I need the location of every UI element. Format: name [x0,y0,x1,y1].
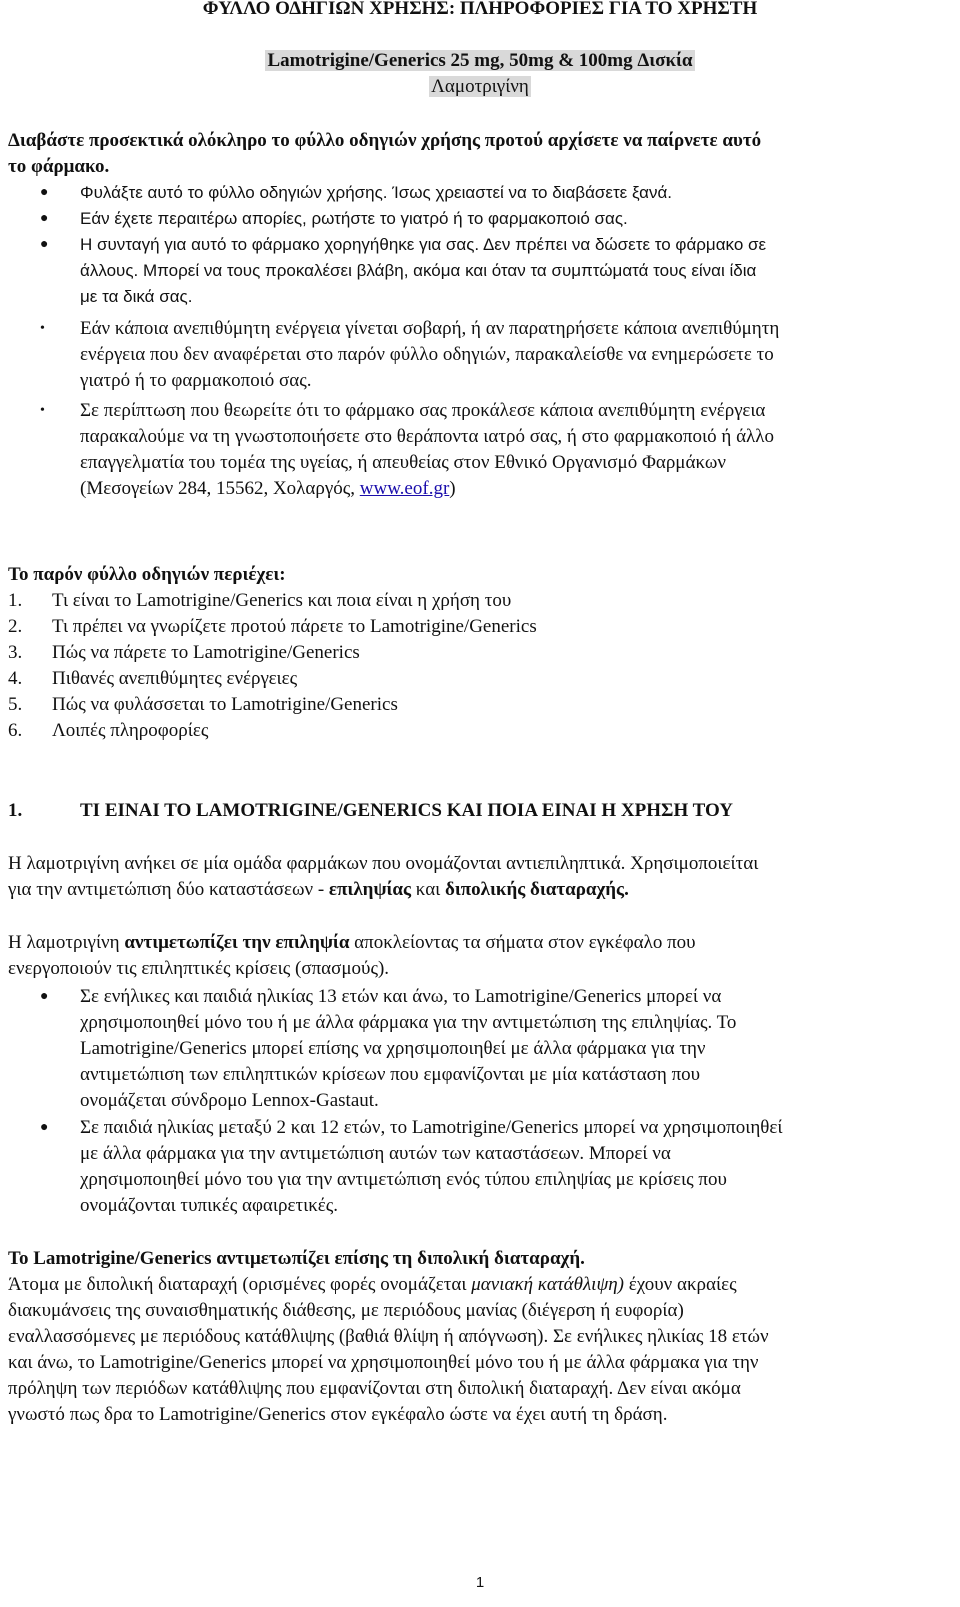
intro-bullet-4-line-2: ενέργεια που δεν αναφέρεται στο παρόν φύλλο οδηγιών, παρακαλείσθε να ενημερώσετε το [80,344,774,365]
bipolar-heading: Το Lamotrigine/Generics αντιμετωπίζει επίσης τη διπολική διαταραχή. [8,1248,585,1269]
intro-bullet-3-line-1: Η συνταγή για αυτό το φάρμακο χορηγήθηκε για σας. Δεν πρέπει να δώσετε το φάρμακο σε [80,235,767,254]
substance-name: Λαμοτριγίνη [431,76,529,97]
epilepsy-bullet-2-line-4: ονομάζονται τυπικές αφαιρετικές. [80,1195,339,1216]
bullet-icon: • [40,403,45,418]
bipolar-para-line-1 [8,1272,737,1298]
text-run: και [411,879,446,900]
address-text: (Μεσογείων 284, 15562, Χολαργός, [80,478,360,499]
intro-bullet-2: Εάν έχετε περαιτέρω απορίες, ρωτήστε το γιατρό ή το φαρμακοποιό σας. [80,209,628,228]
text-run: αποκλείοντας τα σήματα στον εγκέφαλο που [349,932,696,953]
text-run: για την αντιμετώπιση δύο καταστάσεων - [8,879,329,900]
text-run: Άτομα με διπολική διαταραχή (ορισμένες φορές ονομάζεται [8,1274,472,1295]
toc-item-text: Πιθανές ανεπιθύμητες ενέργειες [52,668,298,689]
product-name: Lamotrigine/Generics 25 mg, 50mg & 100mg Δισκία [267,50,693,71]
page-number: 1 [475,1574,485,1591]
toc-item-number: 6. [8,720,23,741]
italic-term: μανιακή κατάθλιψη) [471,1274,625,1295]
intro-bullet-1: Φυλάξτε αυτό το φύλλο οδηγιών χρήσης. Ίσως χρειαστεί να το διαβάσετε ξανά. [80,183,673,202]
epilepsy-bullet-2-line-2: με άλλα φάρμακα για την αντιμετώπιση αυτών των καταστάσεων. Μπορεί να [80,1143,671,1164]
toc-item [8,718,208,744]
intro-instruction-line-1: Διαβάστε προσεκτικά ολόκληρο το φύλλο οδηγιών χρήσης προτού αρχίσετε να παίρνετε αυτό [8,130,762,151]
section-1-heading [8,798,733,824]
toc-item-text: Λοιπές πληροφορίες [52,720,209,741]
toc-item [8,692,398,718]
bullet-icon: ● [40,185,49,200]
intro-bullet-3-line-2: άλλους. Μπορεί να τους προκαλέσει βλάβη, ακόμα και όταν τα συμπτώματά τους είναι ίδια [80,261,757,280]
toc-item-text: Τι πρέπει να γνωρίζετε προτού πάρετε το Lamotrigine/Generics [52,616,537,637]
epilepsy-bullet-1-line-3: Lamotrigine/Generics μπορεί επίσης να χρησιμοποιηθεί με άλλα φάρμακα για την [80,1038,706,1059]
bipolar-para-line-2: διακυμάνσεις της συναισθηματικής διάθεσης, με περιόδους μανίας (διέγερση ή ευφορία) [8,1300,684,1321]
intro-instruction-line-2: το φάρμακο. [8,156,110,177]
document-title: ΦΥΛΛΟ ΟΔΗΓΙΩΝ ΧΡΗΣΗΣ: ΠΛΗΡΟΦΟΡΙΕΣ ΓΙΑ ΤΟ ΧΡΗΣΤΗ [202,0,758,19]
epilepsy-bullet-2-line-1: Σε παιδιά ηλικίας μεταξύ 2 και 12 ετών, το Lamotrigine/Generics μπορεί να χρησιμοποιηθεί [80,1117,783,1138]
toc-item-text: Τι είναι το Lamotrigine/Generics και ποια είναι η χρήση του [52,590,512,611]
toc-item [8,640,360,666]
intro-bullet-5-line-2: παρακαλούμε να τη γνωστοποιήσετε στο θεράποντα ιατρό σας, ή στο φαρμακοποιό ή άλλο [80,426,774,447]
intro-bullet-4-line-3: γιατρό ή το φαρμακοποιό σας. [80,370,312,391]
section-1-para-1-line-2 [8,877,629,903]
eof-website-link[interactable]: www.eof.gr [359,478,450,499]
epilepsy-bullet-1-line-4: αντιμετώπιση των επιληπτικών κρίσεων που εμφανίζονται με μία κατάσταση που [80,1064,701,1085]
bold-epilepsy: επιληψίας [328,879,412,900]
bold-bipolar: διπολικής διαταραχής. [445,879,629,900]
bipolar-para-line-5: πρόληψη των περιόδων κατάθλιψης που εμφανίζονται στη διπολική διαταραχή. Δεν είναι ακόμα [8,1378,741,1399]
epilepsy-bullet-1-line-1: Σε ενήλικες και παιδιά ηλικίας 13 ετών και άνω, το Lamotrigine/Generics μπορεί να [80,986,722,1007]
epilepsy-bullet-2-line-3: χρησιμοποιηθεί μόνο του για την αντιμετώπιση ενός τύπου επιληψίας με κρίσεις που [80,1169,727,1190]
toc-item-number: 2. [8,616,23,637]
toc-item-text: Πώς να πάρετε το Lamotrigine/Generics [52,642,360,663]
bullet-icon: ● [40,237,49,252]
toc-item-number: 4. [8,668,23,689]
section-1-para-1-line-1: Η λαμοτριγίνη ανήκει σε μία ομάδα φαρμάκων που ονομάζονται αντιεπιληπτικά. Χρησιμοποιείται [8,853,759,874]
section-1-number: 1. [8,800,23,821]
bullet-icon: • [40,321,45,336]
toc-item-number: 1. [8,590,23,611]
bipolar-para-line-4: και άνω, το Lamotrigine/Generics μπορεί να χρησιμοποιηθεί μόνο του ή με άλλα φάρμακα για την [8,1352,759,1373]
toc-item [8,614,537,640]
epilepsy-bullet-1-line-2: χρησιμοποιηθεί μόνο του ή με άλλα φάρμακα για την αντιμετώπιση της επιληψίας. Το [80,1012,737,1033]
intro-bullet-5-line-1: Σε περίπτωση που θεωρείτε ότι το φάρμακο σας προκάλεσε κάποια ανεπιθύμητη ενέργεια [80,400,766,421]
intro-bullet-3-line-3: με τα δικά σας. [80,287,193,306]
product-name-line [0,48,960,74]
intro-bullet-5-line-4 [80,476,456,502]
bipolar-para-line-6: γνωστό πως δρα το Lamotrigine/Generics στον εγκέφαλο ώστε να έχει αυτή τη δράση. [8,1404,668,1425]
address-close: ) [449,478,456,499]
section-1-para-2-line-1 [8,930,696,956]
toc-item [8,666,297,692]
toc-item-text: Πώς να φυλάσσεται το Lamotrigine/Generics [52,694,398,715]
toc-item [8,588,511,614]
bold-treats-epilepsy: αντιμετωπίζει την επιληψία [124,932,350,953]
toc-item-number: 5. [8,694,23,715]
bullet-icon: ● [40,211,49,226]
toc-item-number: 3. [8,642,23,663]
text-run: Η λαμοτριγίνη [8,932,125,953]
substance-name-line [0,74,960,100]
intro-bullet-4-line-1: Εάν κάποια ανεπιθύμητη ενέργεια γίνεται σοβαρή, ή αν παρατηρήσετε κάποια ανεπιθύμητη [80,318,780,339]
intro-bullet-5-line-3: επαγγελματία του τομέα της υγείας, ή απευθείας στον Εθνικό Οργανισμό Φαρμάκων [80,452,726,473]
text-run: έχουν ακραίες [624,1274,737,1295]
epilepsy-bullet-1-line-5: ονομάζεται σύνδρομο Lennox-Gastaut. [80,1090,379,1111]
section-1-para-2-line-2: ενεργοποιούν τις επιληπτικές κρίσεις (σπασμούς). [8,958,390,979]
section-1-title: ΤΙ ΕΙΝΑΙ ΤΟ LAMOTRIGINE/GENERICS ΚΑΙ ΠΟΙΑ ΕΙΝΑΙ Η ΧΡΗΣΗ ΤΟΥ [80,800,733,821]
toc-heading: Το παρόν φύλλο οδηγιών περιέχει: [8,564,286,585]
bullet-icon: ● [40,989,49,1004]
bullet-icon: ● [40,1120,49,1135]
bipolar-para-line-3: εναλλασσόμενες με περιόδους κατάθλιψης (βαθιά θλίψη ή απόγνωση). Σε ενήλικες ηλικίας 18 ετών [8,1326,769,1347]
